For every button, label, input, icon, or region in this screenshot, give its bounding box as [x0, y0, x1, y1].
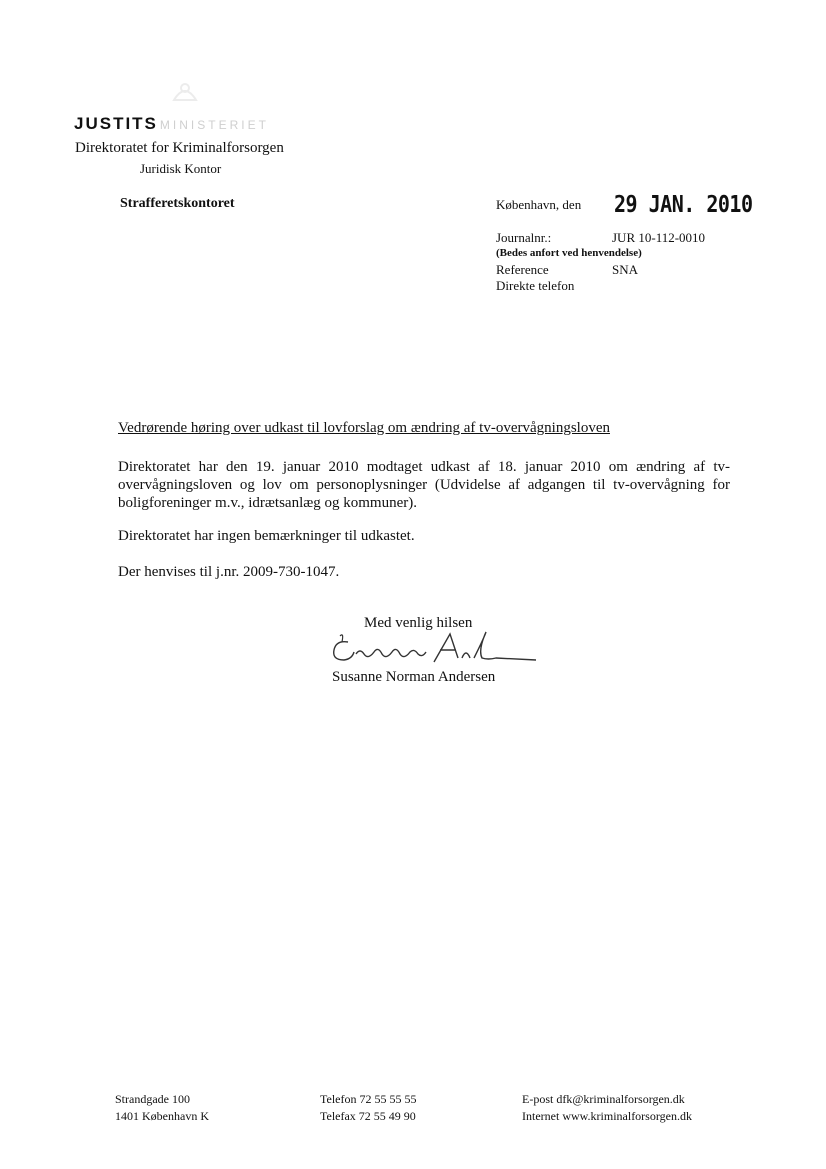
signer-name: Susanne Norman Andersen: [332, 669, 496, 685]
handwritten-signature: [318, 628, 538, 674]
ministry-logo: [74, 114, 269, 134]
crest-watermark-icon: [168, 78, 202, 108]
footer-postal: 1401 København K: [115, 1109, 209, 1123]
reference-label: Reference: [496, 262, 549, 277]
section-title: Strafferetskontoret: [120, 196, 235, 211]
journal-label: Journalnr.:: [496, 230, 552, 245]
department-name: Direktoratet for Kriminalforsorgen: [75, 140, 284, 156]
footer-website: Internet www.kriminalforsorgen.dk: [522, 1109, 692, 1123]
logo-bold-text: JUSTITS: [74, 114, 158, 133]
letter-subject: Vedrørende høring over udkast til lovforslag om ændring af tv-overvågningsloven: [118, 420, 610, 436]
journal-value: JUR 10-112-0010: [612, 230, 706, 245]
body-paragraph: Direktoratet har den 19. januar 2010 modtaget udkast af 18. januar 2010 om ændring af tv-overvågningsloven og lov om personoplysninger (Udvidelse af adgangen til tv-overvågning for boligforeninger m.v., idrætsanlæg og kommuner).: [118, 459, 730, 511]
footer-email: E-post dfk@kriminalforsorgen.dk: [522, 1092, 685, 1106]
footer-phone-block: [320, 1091, 416, 1125]
footer-fax: Telefax 72 55 49 90: [320, 1109, 416, 1123]
office-name: Juridisk Kontor: [140, 161, 222, 176]
logo-faded-text: MINISTERIET: [159, 118, 269, 132]
date-stamp: 29 JAN. 2010: [614, 190, 753, 218]
dateline-city: København, den: [496, 197, 582, 212]
reference-value: SNA: [612, 262, 639, 277]
body-paragraph: Der henvises til j.nr. 2009-730-1047.: [118, 564, 340, 580]
body-paragraph: Direktoratet har ingen bemærkninger til udkastet.: [118, 528, 415, 544]
footer-street: Strandgade 100: [115, 1092, 190, 1106]
footer-contact-block: [522, 1091, 692, 1125]
journal-note: (Bedes anfort ved henvendelse): [496, 247, 642, 259]
direct-phone-label: Direkte telefon: [496, 278, 575, 293]
closing-phrase: Med venlig hilsen: [364, 615, 473, 631]
footer-address: [115, 1091, 209, 1125]
footer-phone: Telefon 72 55 55 55: [320, 1092, 417, 1106]
